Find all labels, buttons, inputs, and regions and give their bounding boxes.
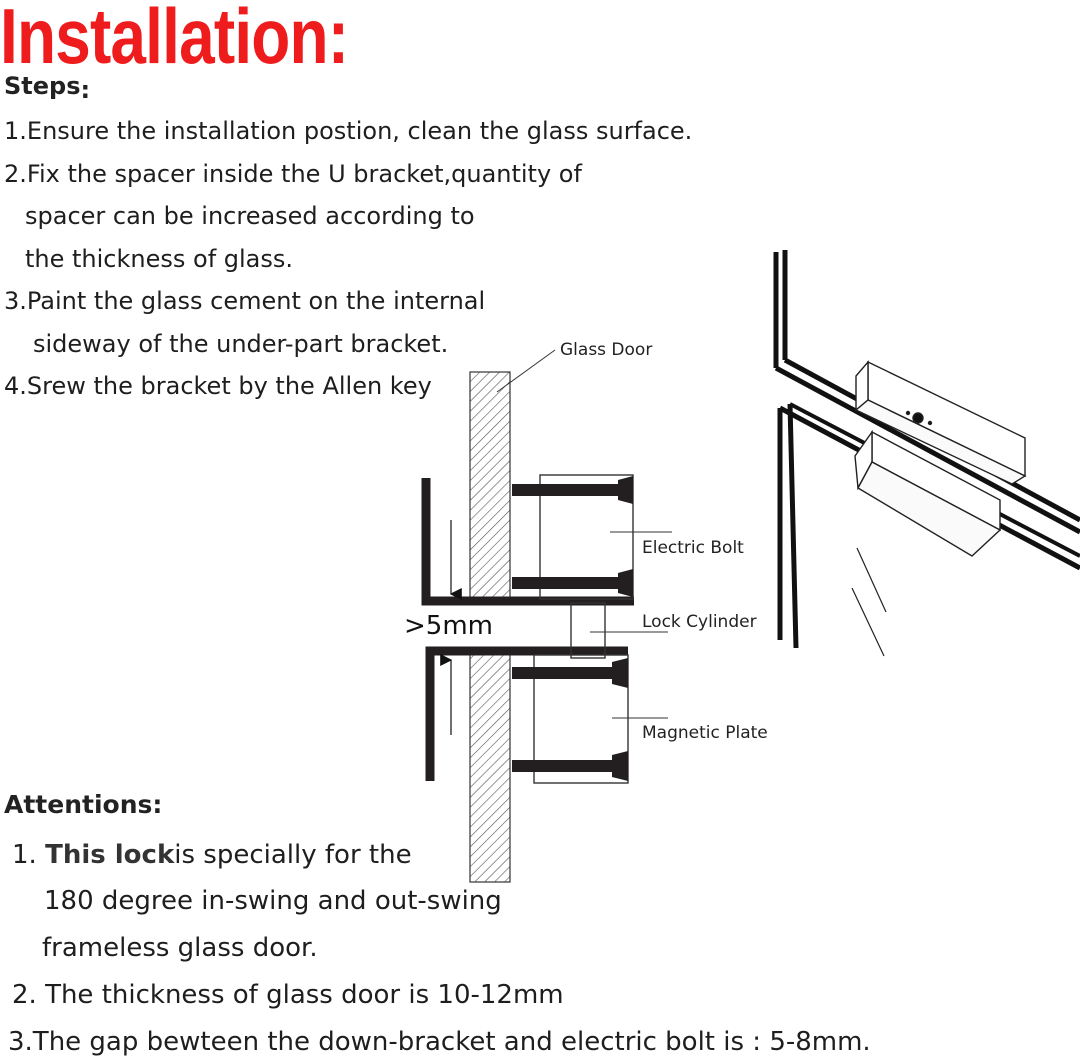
lower-bolts [512,658,628,781]
glass-reflection-lines [852,548,886,656]
glass-door-leader [497,350,555,392]
attention-2: 2. The thickness of glass door is 10-12mm [12,980,564,1010]
attention-1-cont-2: frameless glass door. [42,933,318,963]
door-frame-perspective [776,250,1080,648]
attention-3: 3.The gap bewteen the down-bracket and electric bolt is : 5-8mm. [8,1027,871,1057]
magnetic-plate-label: Magnetic Plate [642,723,768,743]
step-1: 1.Ensure the installation postion, clean the glass surface. [4,117,693,145]
step-2: 2.Fix the spacer inside the U bracket,quantity of [4,160,582,188]
step-2-cont-2: the thickness of glass. [25,245,294,273]
gap-dimension-label: >5mm [404,611,493,641]
attention-1-cont-1: 180 degree in-swing and out-swing [44,886,502,916]
electric-bolt-housing [534,475,633,783]
attention-1-text: is specially for the [174,840,412,870]
attentions-heading-colon: : [152,790,163,819]
step-3-cont: sideway of the under-part bracket. [33,330,449,358]
steps-heading-colon: : [80,76,91,104]
upper-bolts [512,476,633,597]
attention-1-bold: This lock [45,840,175,870]
attentions-heading-text: Attentions [4,790,153,819]
step-2-cont-1: spacer can be increased according to [25,202,475,230]
attention-1 [12,840,412,870]
attentions-heading [4,790,162,819]
page-title: Installation: [0,0,349,80]
step-3: 3.Paint the glass cement on the internal [4,287,486,315]
step-4: 4.Srew the bracket by the Allen key [4,372,432,400]
glass-door-label: Glass Door [560,340,653,360]
attention-1-number: 1. [12,840,37,870]
steps-heading-text: Steps [4,72,81,100]
electric-bolt-label: Electric Bolt [642,538,744,558]
lock-cylinder-label: Lock Cylinder [642,612,757,632]
